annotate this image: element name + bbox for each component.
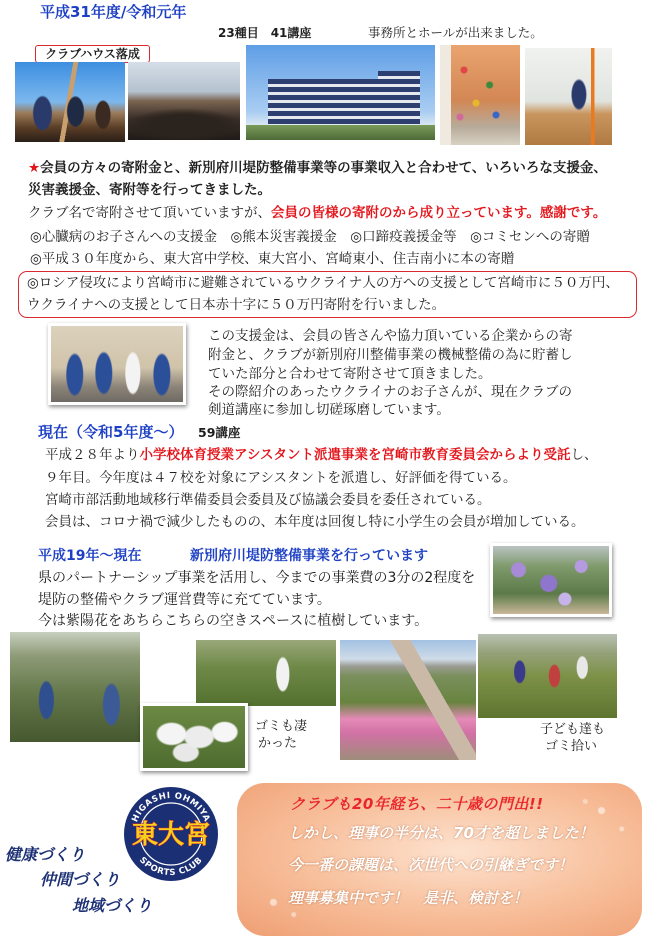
riverbank-title-text: 新別府川堤防整備事業を行っています xyxy=(190,548,428,564)
current-line: 会員は、コロナ禍で減少したものの、本年度は回復し特に小学生の会員が増加している。 xyxy=(45,514,585,530)
donation-thanks-line xyxy=(28,204,606,222)
current-line-1 xyxy=(45,446,598,464)
motto-community: 地域づくり xyxy=(72,896,153,915)
photo-climbing-wall xyxy=(440,45,520,145)
message-line: しかし、理事の半分は、70才を超しました！ xyxy=(288,824,594,842)
donation-lead-line-1 xyxy=(28,159,607,177)
donation-thanks-prefix: クラブ名で寄附させて頂いていますが、 xyxy=(28,205,271,221)
message-headline: クラブも20年経ち、二十歳の門出!! xyxy=(290,795,544,813)
motto-friends: 仲間づくり xyxy=(40,870,121,889)
donation-lead-line-2: 災害義援金、寄附等を行ってきました。 xyxy=(28,182,271,198)
photo-clubhouse-building xyxy=(246,45,435,140)
current-line-1-emphasis: 小学校体育授業アシスタント派遣事業を宮崎市教育委員会からより受託 xyxy=(139,447,571,463)
explanation-line: 剣道講座に参加し切磋琢磨しています。 xyxy=(208,402,450,418)
current-line: ９年目。今年度は４７校を対象にアシスタントを派遣し、好評価を得ている。 xyxy=(45,470,517,486)
trash-caption-line: ゴミも凄 xyxy=(255,719,308,734)
donation-items-line-2: ◎平成３０年度から、東大宮中学校、東大宮小、宮崎東小、住吉南小に本の寄贈 xyxy=(30,251,515,267)
message-line: 今一番の課題は、次世代への引継ぎです！ xyxy=(288,856,574,874)
logo-top-arc-text: HIGASHI OHMIYA xyxy=(130,790,212,824)
photo-kids-trash-pickup xyxy=(478,634,617,718)
photo-flower-path xyxy=(340,640,476,760)
photo-ceremony-crowd xyxy=(128,62,240,140)
clubhouse-note: 事務所とホールが出来ました。 xyxy=(368,25,543,40)
photo-hydrangeas xyxy=(490,543,612,617)
kids-caption-line: 子ども達も xyxy=(540,722,606,737)
message-line: 理事募集中です！ 是非、検討を！ xyxy=(288,889,529,907)
star-icon: ★ xyxy=(28,160,41,176)
trash-caption-line: かった xyxy=(258,736,298,751)
explanation-line: この支援金は、会員の皆さんや協力頂いている企業からの寄 xyxy=(208,328,573,344)
logo-center-text: 東大宮 xyxy=(131,820,211,850)
club-logo xyxy=(123,786,219,882)
explanation-line: ていた部分と合わせて寄附させて頂きました。 xyxy=(208,366,492,382)
photo-trash-bags xyxy=(140,703,248,771)
photo-trimmer-work xyxy=(196,640,336,706)
motto-health: 健康づくり xyxy=(5,845,86,864)
donation-thanks-emphasis: 会員の皆様の寄附のから成り立っています。感謝です。 xyxy=(271,205,607,221)
riverbank-line: 堤防の整備やクラブ運営費等に充てています。 xyxy=(38,592,331,608)
recruitment-message-box xyxy=(237,783,642,936)
current-line: 宮崎市部活動地域移行準備委員会委員及び協議会委員を委任されている。 xyxy=(45,492,491,508)
current-line-1-suffix: し、 xyxy=(570,447,598,463)
year-title: 平成31年度/令和元年 xyxy=(40,3,187,21)
kids-caption-line: ゴミ拾い xyxy=(545,739,598,754)
photo-gym-hall xyxy=(525,48,612,145)
logo-bottom-arc-text: SPORTS CLUB xyxy=(137,855,205,879)
activity-counts: 23種目 41講座 xyxy=(218,26,312,40)
ukraine-line-2: ウクライナへの支援として日本赤十字に５０万円寄附を行いました。 xyxy=(27,297,446,313)
current-section-title: 現在（令和5年度～） xyxy=(38,423,184,441)
riverbank-line: 県のパートナーシップ事業を活用し、今までの事業費の3分の2程度を xyxy=(38,570,476,586)
photo-donation-presentation xyxy=(48,323,186,405)
riverbank-title-period: 平成19年～現在 xyxy=(38,548,142,564)
current-course-count: 59講座 xyxy=(198,425,241,440)
photo-clubhouse-ceremony xyxy=(15,62,125,142)
photo-grass-cutting xyxy=(10,632,140,742)
clubhouse-badge: クラブハウス落成 xyxy=(35,45,150,63)
explanation-line: 附金と、クラブが新別府川整備事業の機械整備の為に貯蓄し xyxy=(208,347,573,363)
donation-items-line-1: ◎心臓病のお子さんへの支援金 ◎熊本災害義援金 ◎口蹄疫義援金等 ◎コミセンへの寄贈 xyxy=(30,229,590,245)
ukraine-line-1: ◎ロシア侵攻により宮崎市に避難されているウクライナ人の方への支援として宮崎市に５０万円、 xyxy=(27,275,619,291)
current-line-1-prefix: 平成２８年より xyxy=(45,447,140,463)
donation-lead-text-1: 会員の方々の寄附金と、新別府川堤防整備事業等の事業収入と合わせて、いろいろな支援金、 xyxy=(40,160,607,176)
riverbank-line: 今は紫陽花をあちらこちらの空きスペースに植樹しています。 xyxy=(38,613,429,629)
explanation-line: その際紹介のあったウクライナのお子さんが、現在クラブの xyxy=(208,384,572,400)
